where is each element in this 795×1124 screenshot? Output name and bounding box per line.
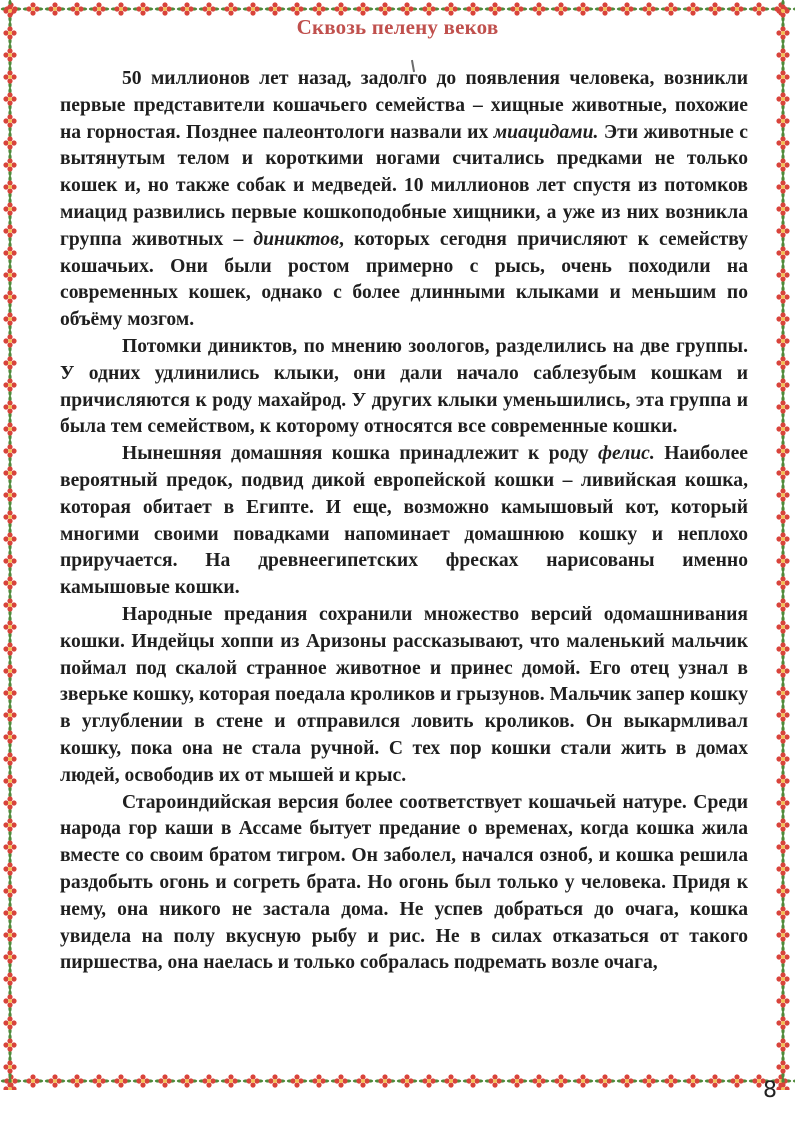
paragraph [60, 66, 748, 334]
floral-border-bottom-icon [0, 1072, 795, 1090]
paragraph [60, 602, 748, 790]
floral-border-left-icon [0, 0, 20, 1090]
page-title: Сквозь пелену веков [296, 15, 499, 39]
floral-border-left [0, 0, 20, 1090]
paragraph [60, 334, 748, 441]
text-run: Наиболее вероятный предок, подвид дикой европейской кошки – ливийская кошка, которая обитает в Египте. И еще, возможно камышовый кот, который многими своими повадками напоминает домашнюю кошку и неплохо приручается. На древнеегипетских фресках нарисованы именно камышовые кошки. [60, 443, 748, 599]
text-run: Народные предания сохранили множество версий одомашнивания кошки. Индейцы хоппи из Аризоны рассказывают, что маленький мальчик поймал под скалой странное животное и принес домой. Его отец узнал в зверьке кошку, которая поедала кроликов и грызунов. Мальчик запер кошку в углублении в стене и отправился ловить кроликов. Он выкармливал кошку, пока она не стала ручной. С тех пор кошки стали жить в домах людей, освободив их от мышей и крыс. [60, 603, 748, 786]
text-run: Эти животные с вытянутым телом и короткими ногами считались предками не только кошек и, но также собак и медведей. 10 миллионов лет спустя из потомков миацид развились первые кошкоподобные хищники, а уже из них возникла группа животных – [60, 121, 748, 250]
floral-border-right [773, 0, 795, 1090]
text-run: Потомки диниктов, по мнению зоологов, разделились на две группы. У одних удлинились клыки, они дали начало саблезубым кошкам и причисляются к роду махайрод. У других клыки уменьшились, эта группа и была тем семейством, к которому относятся все современные кошки. [60, 335, 748, 438]
text-run: Нынешняя домашняя кошка принадлежит к роду [122, 443, 598, 465]
italic-term: миацидами. [493, 121, 599, 143]
italic-term: диниктов [253, 228, 339, 250]
floral-border-right-icon [773, 0, 795, 1090]
text-run: 50 миллионов лет назад, задолго до появления человека, возникли первые представители кошачьего семейства – хищные животные, похожие на горностая. Позднее палеонтологи назвали их [60, 68, 748, 143]
text-run: Староиндийская версия более соответствует кошачьей натуре. Среди народа гор каши в Ассаме бытует предание о временах, когда кошка жила вместе со своим братом тигром. Он заболел, начался озноб, и кошка решила раздобыть огонь и согреть брата. Но огонь был только у человека. Придя к нему, она никого не застала дома. Не успев добраться до очага, кошка увидела на полу вкусную рыбу и рис. Не в силах отказаться от такого пиршества, она наелась и только собралась подремать возле очага, [60, 791, 748, 974]
text-run: , которых сегодня причисляют к семейству кошачьих. Они были ростом примерно с рысь, очень походили на современных кошек, однако с более длинными клыками и меньшим по объёму мозгом. [60, 228, 748, 331]
article-body [60, 66, 748, 977]
italic-term: фелис. [597, 443, 655, 465]
page-number: 8 [763, 1078, 777, 1103]
paragraph [60, 790, 748, 978]
floral-border-bottom [0, 1072, 795, 1090]
paragraph [60, 441, 748, 602]
